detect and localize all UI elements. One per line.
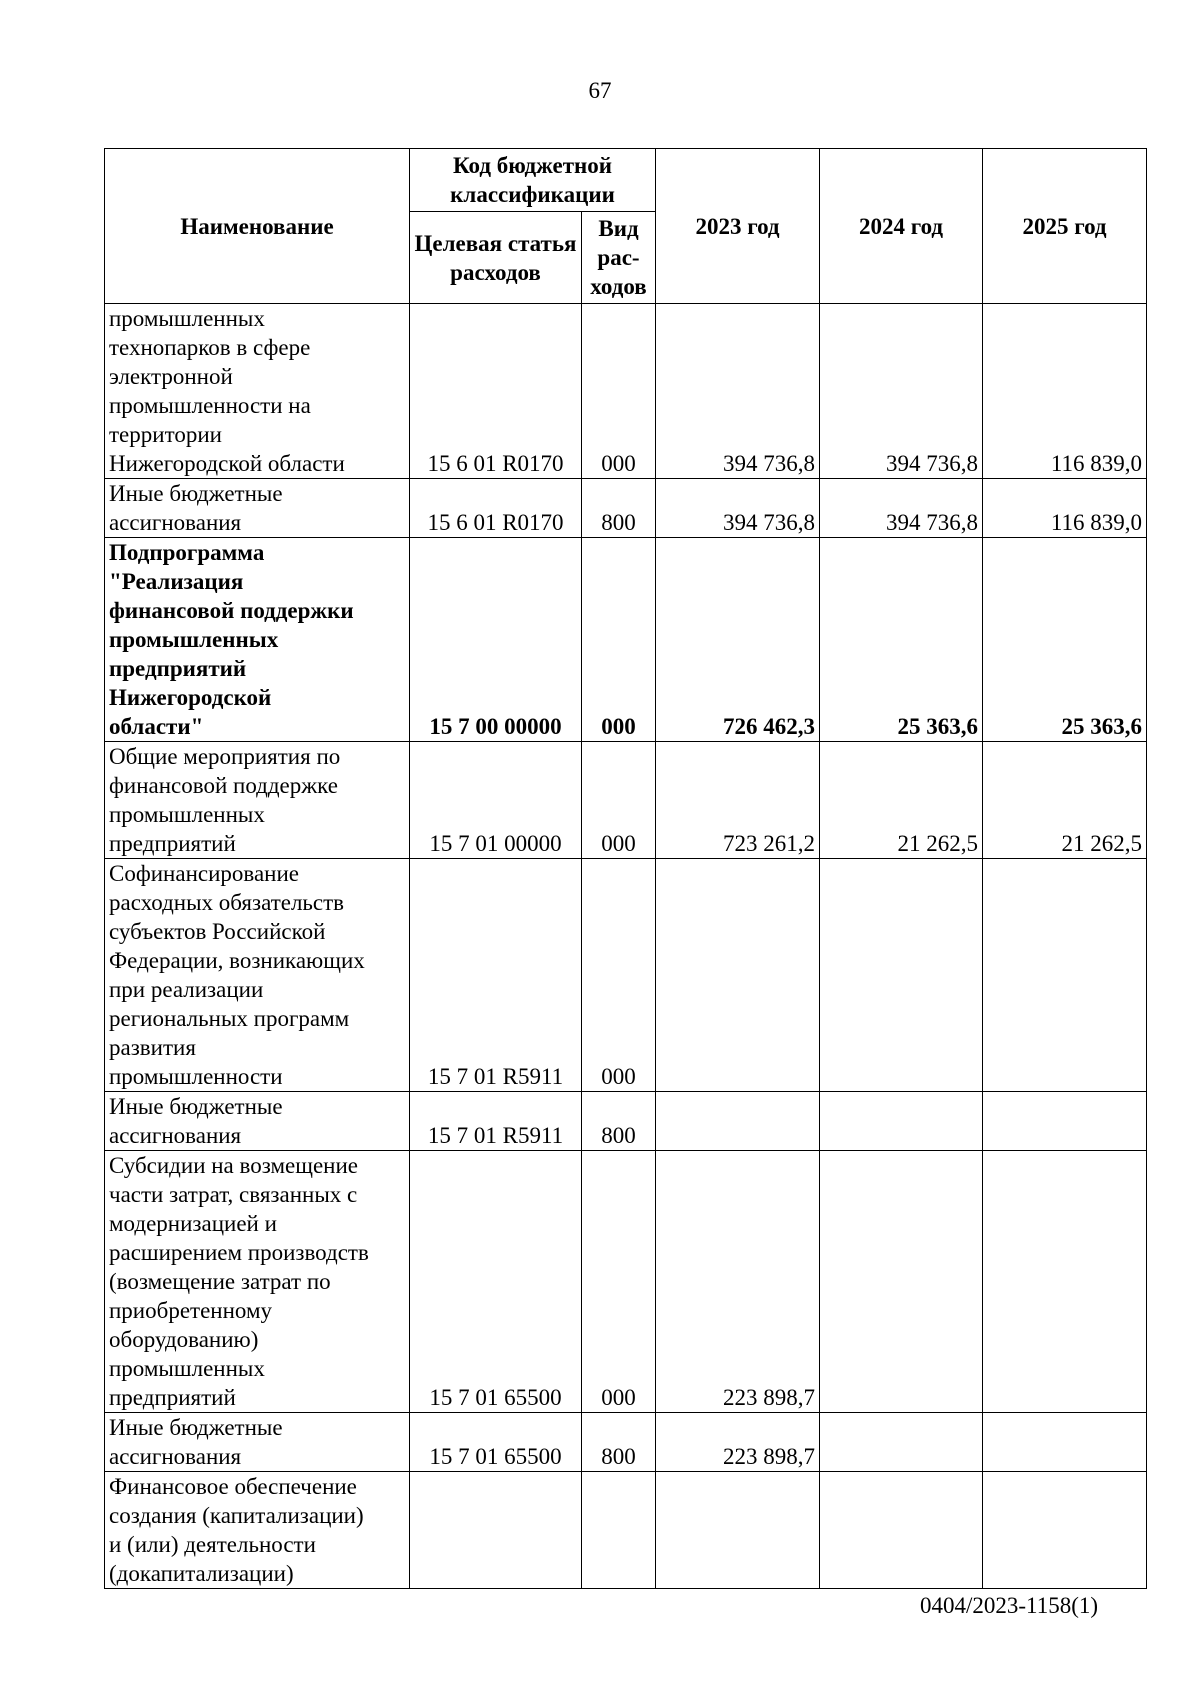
header-target-article: Целевая статья расходов — [410, 212, 582, 304]
row-name: Подпрограмма "Реализация финансовой поддержки промышленных предприятий Нижегородской области" — [105, 538, 410, 742]
row-2023: 726 462,3 — [656, 538, 820, 742]
row-name: Софинансирование расходных обязательств субъектов Российской Федерации, возникающих при реализации региональных программ развития промышленности — [105, 859, 410, 1092]
row-code: 15 7 01 R5911 — [410, 859, 582, 1092]
row-code: 15 6 01 R0170 — [410, 479, 582, 538]
row-2025 — [983, 1151, 1147, 1413]
table-row — [105, 859, 1147, 1092]
header-year-2024: 2024 год — [820, 149, 983, 304]
row-type: 800 — [582, 479, 656, 538]
row-code: 15 7 00 00000 — [410, 538, 582, 742]
budget-table — [104, 148, 1147, 1589]
table-row — [105, 1092, 1147, 1151]
row-2023: 394 736,8 — [656, 304, 820, 479]
row-2024: 25 363,6 — [820, 538, 983, 742]
table-row — [105, 479, 1147, 538]
row-2025: 116 839,0 — [983, 304, 1147, 479]
row-2025 — [983, 1472, 1147, 1589]
row-2025: 25 363,6 — [983, 538, 1147, 742]
row-type — [582, 1472, 656, 1589]
row-2025 — [983, 1413, 1147, 1472]
table-row — [105, 742, 1147, 859]
row-2024: 394 736,8 — [820, 304, 983, 479]
row-type: 800 — [582, 1413, 656, 1472]
table-row — [105, 1151, 1147, 1413]
row-2024 — [820, 1472, 983, 1589]
header-year-2023: 2023 год — [656, 149, 820, 304]
row-2023: 723 261,2 — [656, 742, 820, 859]
row-name: промышленных технопарков в сфере электронной промышленности на территории Нижегородской области — [105, 304, 410, 479]
row-type: 000 — [582, 859, 656, 1092]
row-2023 — [656, 859, 820, 1092]
row-2024 — [820, 859, 983, 1092]
row-type: 000 — [582, 538, 656, 742]
row-2025 — [983, 859, 1147, 1092]
row-name: Общие мероприятия по финансовой поддержке промышленных предприятий — [105, 742, 410, 859]
row-2023: 223 898,7 — [656, 1151, 820, 1413]
row-2024: 21 262,5 — [820, 742, 983, 859]
row-2025 — [983, 1092, 1147, 1151]
row-code: 15 7 01 R5911 — [410, 1092, 582, 1151]
row-code: 15 7 01 00000 — [410, 742, 582, 859]
row-type: 800 — [582, 1092, 656, 1151]
row-type: 000 — [582, 304, 656, 479]
row-2025: 116 839,0 — [983, 479, 1147, 538]
row-code: 15 6 01 R0170 — [410, 304, 582, 479]
row-2023: 223 898,7 — [656, 1413, 820, 1472]
document-id: 0404/2023-1158(1) — [920, 1593, 1099, 1618]
row-2024 — [820, 1413, 983, 1472]
row-name: Иные бюджетные ассигнования — [105, 479, 410, 538]
row-name: Иные бюджетные ассигнования — [105, 1413, 410, 1472]
header-budget-code: Код бюджетной классификации — [410, 149, 656, 212]
row-2023 — [656, 1092, 820, 1151]
row-type: 000 — [582, 742, 656, 859]
table-row — [105, 304, 1147, 479]
row-2023 — [656, 1472, 820, 1589]
row-name: Финансовое обеспечение создания (капитализации) и (или) деятельности (докапитализации) — [105, 1472, 410, 1589]
table-row — [105, 1472, 1147, 1589]
row-name: Иные бюджетные ассигнования — [105, 1092, 410, 1151]
row-2023: 394 736,8 — [656, 479, 820, 538]
header-name: Наименование — [105, 149, 410, 304]
row-2024 — [820, 1151, 983, 1413]
row-2025: 21 262,5 — [983, 742, 1147, 859]
table-row — [105, 1413, 1147, 1472]
row-type: 000 — [582, 1151, 656, 1413]
row-code: 15 7 01 65500 — [410, 1151, 582, 1413]
header-year-2025: 2025 год — [983, 149, 1147, 304]
row-name: Субсидии на возмещение части затрат, связанных с модернизацией и расширением производств (возмещение затрат по приобретенному оборудованию) промышленных предприятий — [105, 1151, 410, 1413]
row-code: 15 7 01 65500 — [410, 1413, 582, 1472]
page-number: 67 — [588, 78, 612, 103]
header-expense-type: Вид рас-ходов — [582, 212, 656, 304]
row-code — [410, 1472, 582, 1589]
table-row-subprogram — [105, 538, 1147, 742]
row-2024: 394 736,8 — [820, 479, 983, 538]
row-2024 — [820, 1092, 983, 1151]
